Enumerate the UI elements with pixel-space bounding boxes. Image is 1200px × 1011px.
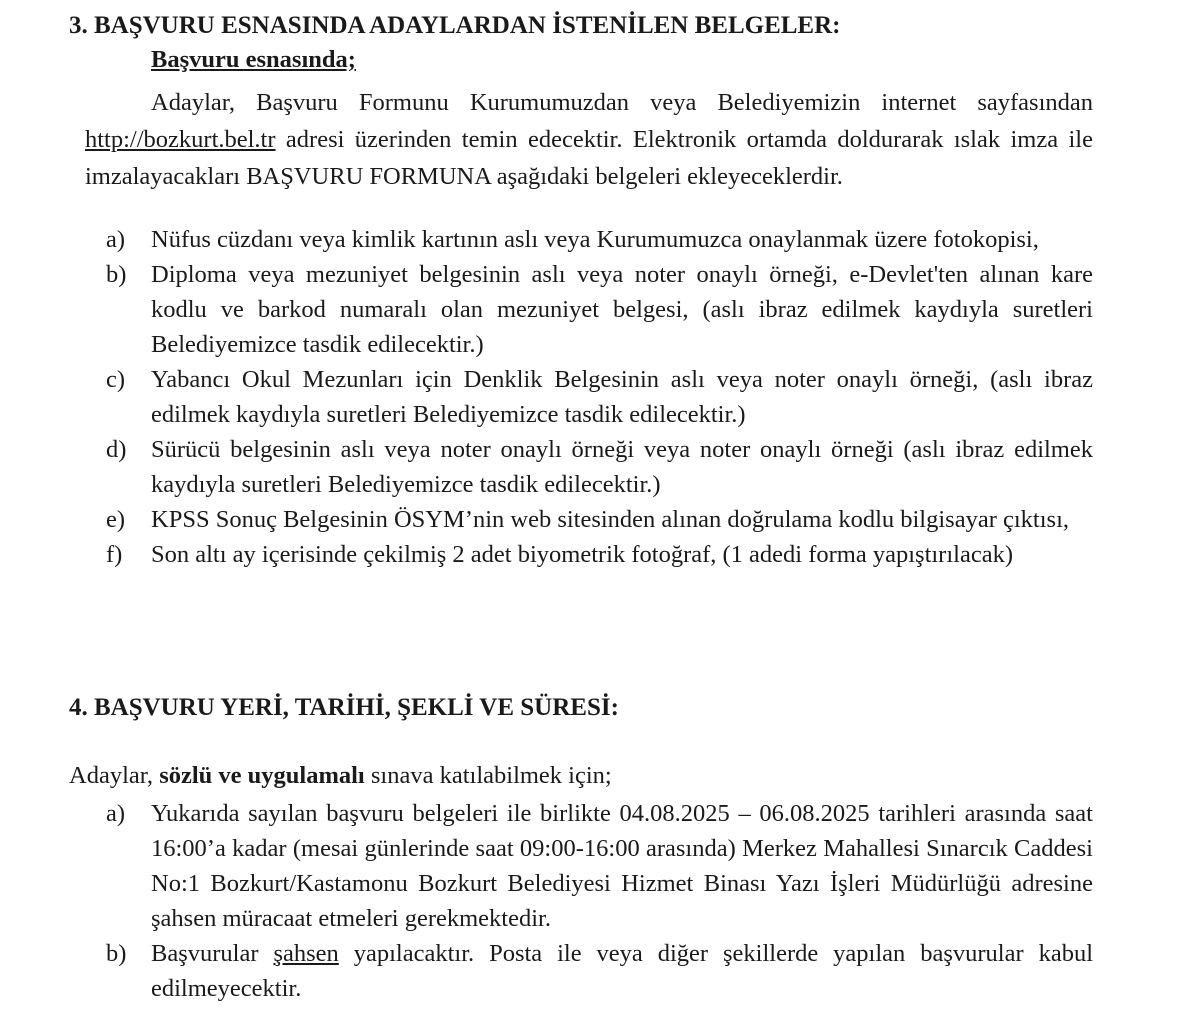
section-4-intro — [69, 758, 612, 793]
list-item-text: Nüfus cüzdanı veya kimlik kartının aslı veya Kurumumuzca onaylanmak üzere fotokopisi, — [151, 226, 1039, 253]
list-item-text: Yabancı Okul Mezunları için Denklik Belgesinin aslı veya noter onaylı örneği, (aslı ibraz edilmek kaydıyla suretleri Belediyemizce tasdik edilecektir.) — [151, 366, 1093, 428]
list-marker: b) — [106, 261, 127, 288]
intro-prefix: Adaylar, — [69, 762, 160, 789]
list-item — [106, 936, 1093, 1006]
application-rules-list — [106, 796, 1093, 1006]
list-item — [106, 432, 1093, 502]
list-item — [106, 502, 1093, 537]
required-documents-list — [106, 222, 1093, 572]
intro-text-start: Adaylar, Başvuru Formunu Kurumumuzdan veya Belediyemizin internet sayfasından — [151, 89, 1093, 116]
list-item — [106, 257, 1093, 362]
intro-bold-and: ve — [212, 762, 248, 789]
intro-bold-practical: uygulamalı — [247, 762, 365, 789]
list-marker: c) — [106, 366, 126, 393]
list-item — [106, 362, 1093, 432]
list-marker: e) — [106, 506, 126, 533]
list-item-text: Son altı ay içerisinde çekilmiş 2 adet biyometrik fotoğraf, (1 adedi forma yapıştırılacak) — [151, 541, 1013, 568]
intro-text-end: adresi üzerinden temin edecektir. Elektronik ortamda doldurarak ıslak imza ile imzalayacakları BAŞVURU FORMUNA aşağıdaki belgeleri ekleyeceklerdir. — [85, 126, 1093, 190]
list-marker: a) — [106, 226, 126, 253]
list-item-text: KPSS Sonuç Belgesinin ÖSYM’nin web sitesinden alınan doğrulama kodlu bilgisayar çıktısı, — [151, 506, 1069, 533]
section-3-title: 3. BAŞVURU ESNASINDA ADAYLARDAN İSTENİLEN BELGELER: — [69, 12, 841, 39]
section-3-intro — [85, 84, 1093, 195]
section-3-subtitle: Başvuru esnasında; — [151, 46, 356, 73]
list-item-text: Diploma veya mezuniyet belgesinin aslı veya noter onaylı örneği, e-Devlet'ten alınan kare kodlu ve barkod numaralı olan mezuniyet belgesi, (aslı ibraz edilmek kaydıyla suretleri Belediyemizce tasdik edilecektir.) — [151, 261, 1093, 358]
website-link[interactable]: http://bozkurt.bel.tr — [85, 126, 276, 153]
list-item — [106, 537, 1093, 572]
list-item-prefix: Başvurular — [151, 940, 274, 967]
list-item-suffix: yapılacaktır. Posta ile veya diğer şekillerde yapılan başvurular kabul edilmeyecektir. — [151, 940, 1094, 1002]
intro-suffix: sınava katılabilmek için; — [364, 762, 612, 789]
list-item-text: Yukarıda sayılan başvuru belgeleri ile birlikte 04.08.2025 – 06.08.2025 tarihleri arasında saat 16:00’a kadar (mesai günlerinde saat 09:00-16:00 arasında) Merkez Mahallesi Sınarcık Caddesi No:1 Bozkurt/Kastamonu Bozkurt Belediyesi Hizmet Binası Yazı İşleri Müdürlüğü adresine şahsen müracaat etmeleri gerekmektedir. — [151, 800, 1093, 932]
list-marker: b) — [106, 940, 127, 967]
intro-bold-oral: sözlü — [159, 762, 213, 789]
list-marker: d) — [106, 436, 127, 463]
list-item-underlined: şahsen — [273, 940, 339, 967]
list-item-text: Sürücü belgesinin aslı veya noter onaylı örneği veya noter onaylı örneği (aslı ibraz edilmek kaydıyla suretleri Belediyemizce tasdik edilecektir.) — [151, 436, 1093, 498]
list-marker: f) — [106, 541, 123, 568]
section-4-title: 4. BAŞVURU YERİ, TARİHİ, ŞEKLİ VE SÜRESİ: — [69, 694, 619, 721]
list-marker: a) — [106, 800, 126, 827]
list-item — [106, 796, 1093, 936]
list-item — [106, 222, 1093, 257]
